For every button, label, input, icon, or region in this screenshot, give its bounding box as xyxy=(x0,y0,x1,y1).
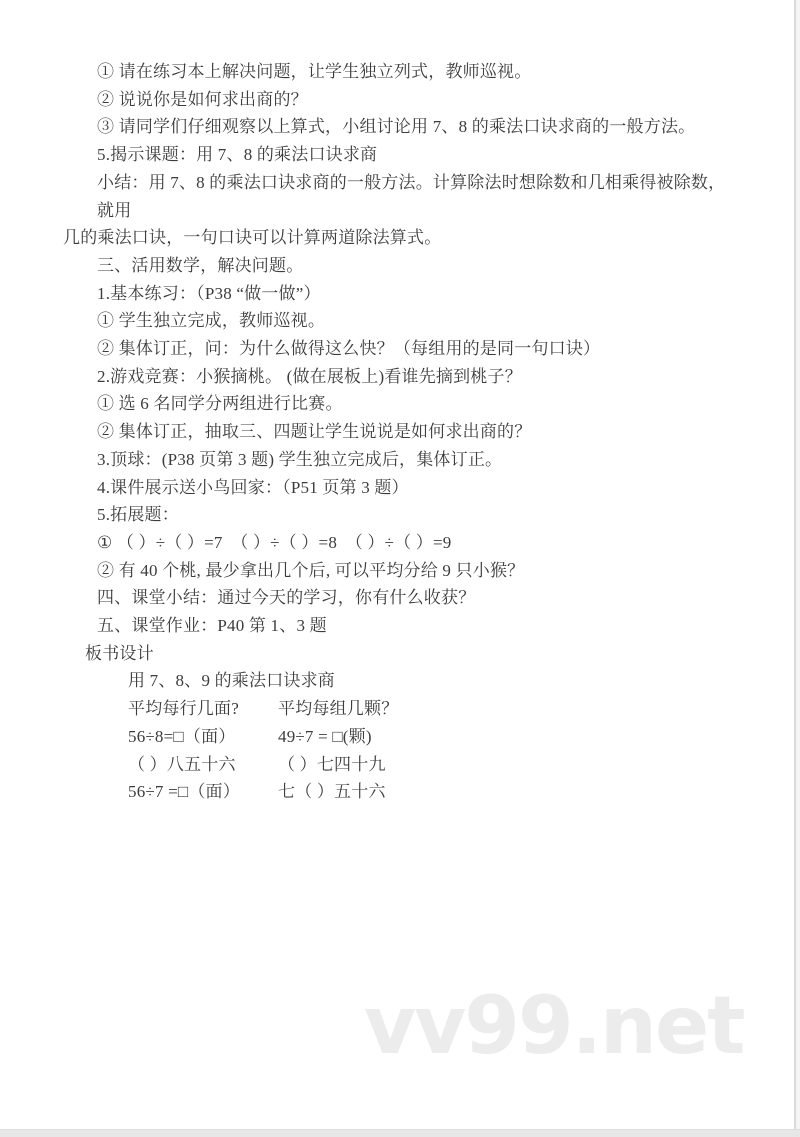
board-col1: 56÷8=□（面） xyxy=(128,726,236,746)
text-line: 2.游戏竞赛：小猴摘桃。 (做在展板上)看谁先摘到桃子？ xyxy=(97,366,522,386)
text-line: 4.课件展示送小鸟回家：（P51 页第 3 题） xyxy=(97,477,409,497)
board-line xyxy=(63,695,739,723)
text-line: ② 集体订正，抽取三、四题让学生说说是如何求出商的？ xyxy=(97,422,532,442)
text-line: 5.揭示课题：用 7、8 的乘法口诀求商 xyxy=(97,145,378,165)
text-line: ③ 请同学们仔细观察以上算式，小组讨论用 7、8 的乘法口诀求商的一般方法。 xyxy=(97,117,696,137)
board-col1: 56÷7 =□（面） xyxy=(128,782,240,802)
page-bottom-edge xyxy=(0,1129,800,1137)
text-line: ② 说说你是如何求出商的？ xyxy=(97,89,308,109)
board-col2: （ ）七四十九 xyxy=(278,754,386,774)
lesson-plan-text xyxy=(63,58,739,806)
board-col2: 七（ ）五十六 xyxy=(278,782,386,802)
board-col1: （ ）八五十六 xyxy=(128,754,236,774)
section-heading: 四、课堂小结：通过今天的学习，你有什么收获？ xyxy=(97,588,476,608)
watermark: vv99.net xyxy=(364,979,744,1072)
text-line: 小结：用 7、8 的乘法口诀求商的一般方法。计算除法时想除数和几相乘得被除数，就用 xyxy=(97,172,726,220)
text-line: ① 学生独立完成，教师巡视。 xyxy=(97,311,326,331)
board-design-heading: 板书设计 xyxy=(85,643,154,663)
board-col2: 平均每组几颗？ xyxy=(278,699,399,719)
text-line: ① 请在练习本上解决问题，让学生独立列式，教师巡视。 xyxy=(97,62,532,81)
section-heading: 三、活用数学，解决问题。 xyxy=(97,255,304,275)
text-line: 5.拓展题： xyxy=(97,505,179,525)
board-line xyxy=(63,751,739,779)
text-line: 1.基本练习：（P38 “做一做”） xyxy=(97,283,321,303)
text-line: ② 有 40 个桃, 最少拿出几个后, 可以平均分给 9 只小猴？ xyxy=(97,560,525,580)
board-col2: 49÷7 = □(颗) xyxy=(278,726,372,746)
section-heading: 五、课堂作业：P40 第 1、3 题 xyxy=(97,616,327,636)
text-line: ① 选 6 名同学分两组进行比赛。 xyxy=(97,394,343,414)
page-right-gutter xyxy=(796,0,800,1129)
board-col1: 平均每行几面? xyxy=(128,699,239,719)
board-title-line: 用 7、8、9 的乘法口诀求商 xyxy=(128,671,335,691)
board-line xyxy=(63,723,739,751)
equation-line: ① （ ）÷（ ）=7 （ ）÷（ ）=8 （ ）÷（ ）=9 xyxy=(97,532,452,552)
text-line: 3.顶球：(P38 页第 3 题) 学生独立完成后，集体订正。 xyxy=(97,449,503,469)
text-line: 几的乘法口诀，一句口诀可以计算两道除法算式。 xyxy=(63,228,442,248)
text-line: ② 集体订正，问：为什么做得这么快？（每组用的是同一句口诀） xyxy=(97,339,601,359)
board-line xyxy=(63,778,739,806)
